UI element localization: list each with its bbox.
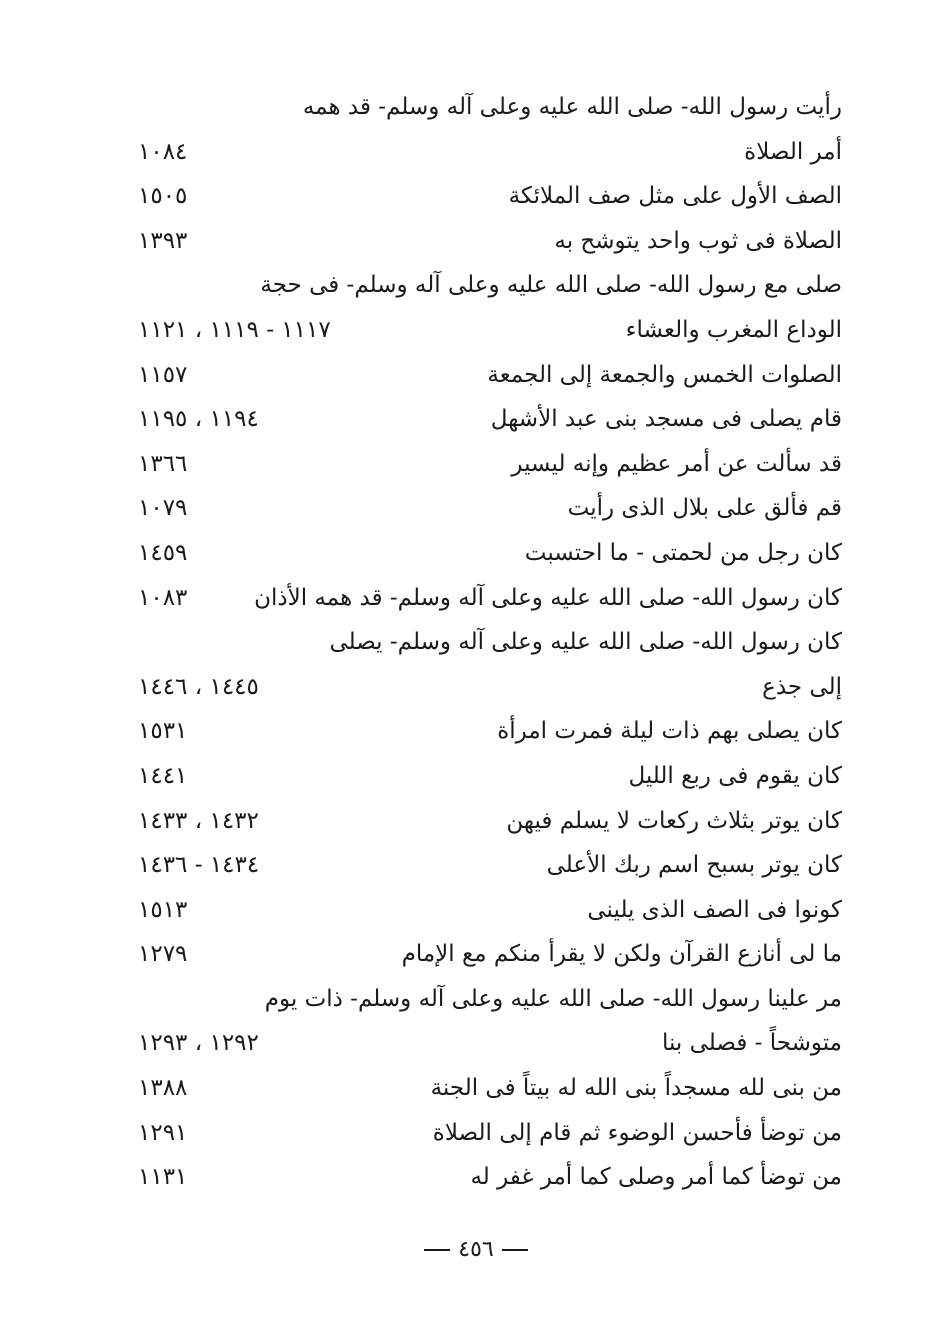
entry-text: كان يصلى بهم ذات ليلة فمرت امرأة <box>497 718 842 745</box>
index-entry <box>130 710 842 755</box>
index-entry <box>130 844 842 889</box>
entry-text: قم فألق على بلال الذى رأيت <box>567 495 842 522</box>
index-entry <box>130 131 842 176</box>
entry-text: إلى جذع <box>762 673 842 700</box>
entry-text: متوشحاً - فصلى بنا <box>661 1030 842 1057</box>
entry-text: مر علينا رسول الله- صلى الله عليه وعلى آله وسلم- ذات يوم <box>264 985 842 1012</box>
index-entry <box>130 666 842 711</box>
entry-text: كان رسول الله- صلى الله عليه وعلى آله وسلم- قد همه الأذان <box>254 584 842 611</box>
index-entry <box>130 1022 842 1067</box>
index-entry <box>130 443 842 488</box>
index-entry <box>130 264 842 309</box>
entry-text: الوداع المغرب والعشاء <box>625 316 842 343</box>
index-entry <box>130 800 842 845</box>
page-number: ٤٥٦ <box>458 1237 494 1262</box>
index-entry <box>130 175 842 220</box>
index-entry <box>130 1156 842 1201</box>
entry-reference-number: ١٤٤٥ ، ١٤٤٦ <box>138 673 259 700</box>
entry-text: الصف الأول على مثل صف الملائكة <box>508 183 842 210</box>
index-entry <box>130 86 842 131</box>
entry-reference-number: ١٥٠٥ <box>138 183 188 210</box>
entry-reference-number: ١٠٨٣ <box>138 584 188 611</box>
entry-reference-number: ١٣٩٣ <box>138 227 188 254</box>
entry-text: أمر الصلاة <box>744 138 842 165</box>
entry-reference-number: ١١١٧ - ١١١٩ ، ١١٢١ <box>138 316 331 343</box>
hadith-index-list <box>130 86 842 1201</box>
entry-reference-number: ١٤٥٩ <box>138 539 188 566</box>
entry-text: رأيت رسول الله- صلى الله عليه وعلى آله وسلم- قد همه <box>302 94 842 120</box>
entry-text: كونوا فى الصف الذى يلينى <box>587 896 842 923</box>
entry-text: من بنى لله مسجداً بنى الله له بيتاً فى الجنة <box>430 1075 842 1102</box>
entry-reference-number: ١١٥٧ <box>138 361 188 388</box>
index-entry <box>130 1112 842 1157</box>
entry-text: قام يصلى فى مسجد بنى عبد الأشهل <box>490 406 842 433</box>
entry-reference-number: ١٣٦٦ <box>138 450 188 477</box>
entry-text: كان يقوم فى ربع الليل <box>628 762 842 789</box>
entry-reference-number: ١٠٧٩ <box>138 495 188 522</box>
index-entry <box>130 398 842 443</box>
index-entry <box>130 1067 842 1112</box>
entry-reference-number: ١٣٨٨ <box>138 1075 188 1102</box>
index-entry <box>130 309 842 354</box>
entry-reference-number: ١٤٣٢ ، ١٤٣٣ <box>138 807 259 834</box>
entry-reference-number: ١٢٩١ <box>138 1119 188 1146</box>
entry-text: كان يوتر بثلاث ركعات لا يسلم فيهن <box>506 807 842 834</box>
page-footer <box>0 1236 952 1264</box>
entry-text: كان رسول الله- صلى الله عليه وعلى آله وسلم- يصلى <box>329 629 842 656</box>
index-entry <box>130 933 842 978</box>
entry-text: من توضأ فأحسن الوضوء ثم قام إلى الصلاة <box>432 1119 842 1146</box>
entry-reference-number: ١٤٤١ <box>138 762 188 789</box>
entry-text: الصلوات الخمس والجمعة إلى الجمعة <box>487 361 842 388</box>
entry-reference-number: ١١٣١ <box>138 1164 188 1191</box>
entry-text: كان رجل من لحمتى - ما احتسبت <box>524 539 842 566</box>
entry-text: ما لى أنازع القرآن ولكن لا يقرأ منكم مع الإمام <box>401 941 842 968</box>
entry-text: صلى مع رسول الله- صلى الله عليه وعلى آله وسلم- فى حجة <box>260 272 842 299</box>
index-entry <box>130 354 842 399</box>
index-entry <box>130 220 842 265</box>
index-entry <box>130 889 842 934</box>
entry-text: الصلاة فى ثوب واحد يتوشح به <box>554 227 842 254</box>
entry-reference-number: ١٢٧٩ <box>138 941 188 968</box>
entry-reference-number: ١٤٣٤ - ١٤٣٦ <box>138 852 260 879</box>
entry-reference-number: ١١٩٤ ، ١١٩٥ <box>138 406 259 433</box>
index-entry <box>130 487 842 532</box>
index-entry <box>130 532 842 577</box>
entry-text: من توضأ كما أمر وصلى كما أمر غفر له <box>470 1164 842 1191</box>
index-entry <box>130 577 842 622</box>
index-entry <box>130 621 842 666</box>
index-entry <box>130 978 842 1023</box>
entry-text: كان يوتر بسبح اسم ربك الأعلى <box>546 852 842 879</box>
footer-dash-left <box>424 1249 450 1251</box>
entry-reference-number: ١٠٨٤ <box>138 138 188 165</box>
entry-reference-number: ١٥٣١ <box>138 718 188 745</box>
entry-reference-number: ١٢٩٢ ، ١٢٩٣ <box>138 1030 259 1057</box>
entry-reference-number: ١٥١٣ <box>138 896 188 923</box>
footer-dash-right <box>502 1249 528 1251</box>
index-entry <box>130 755 842 800</box>
entry-text: قد سألت عن أمر عظيم وإنه ليسير <box>511 450 842 477</box>
